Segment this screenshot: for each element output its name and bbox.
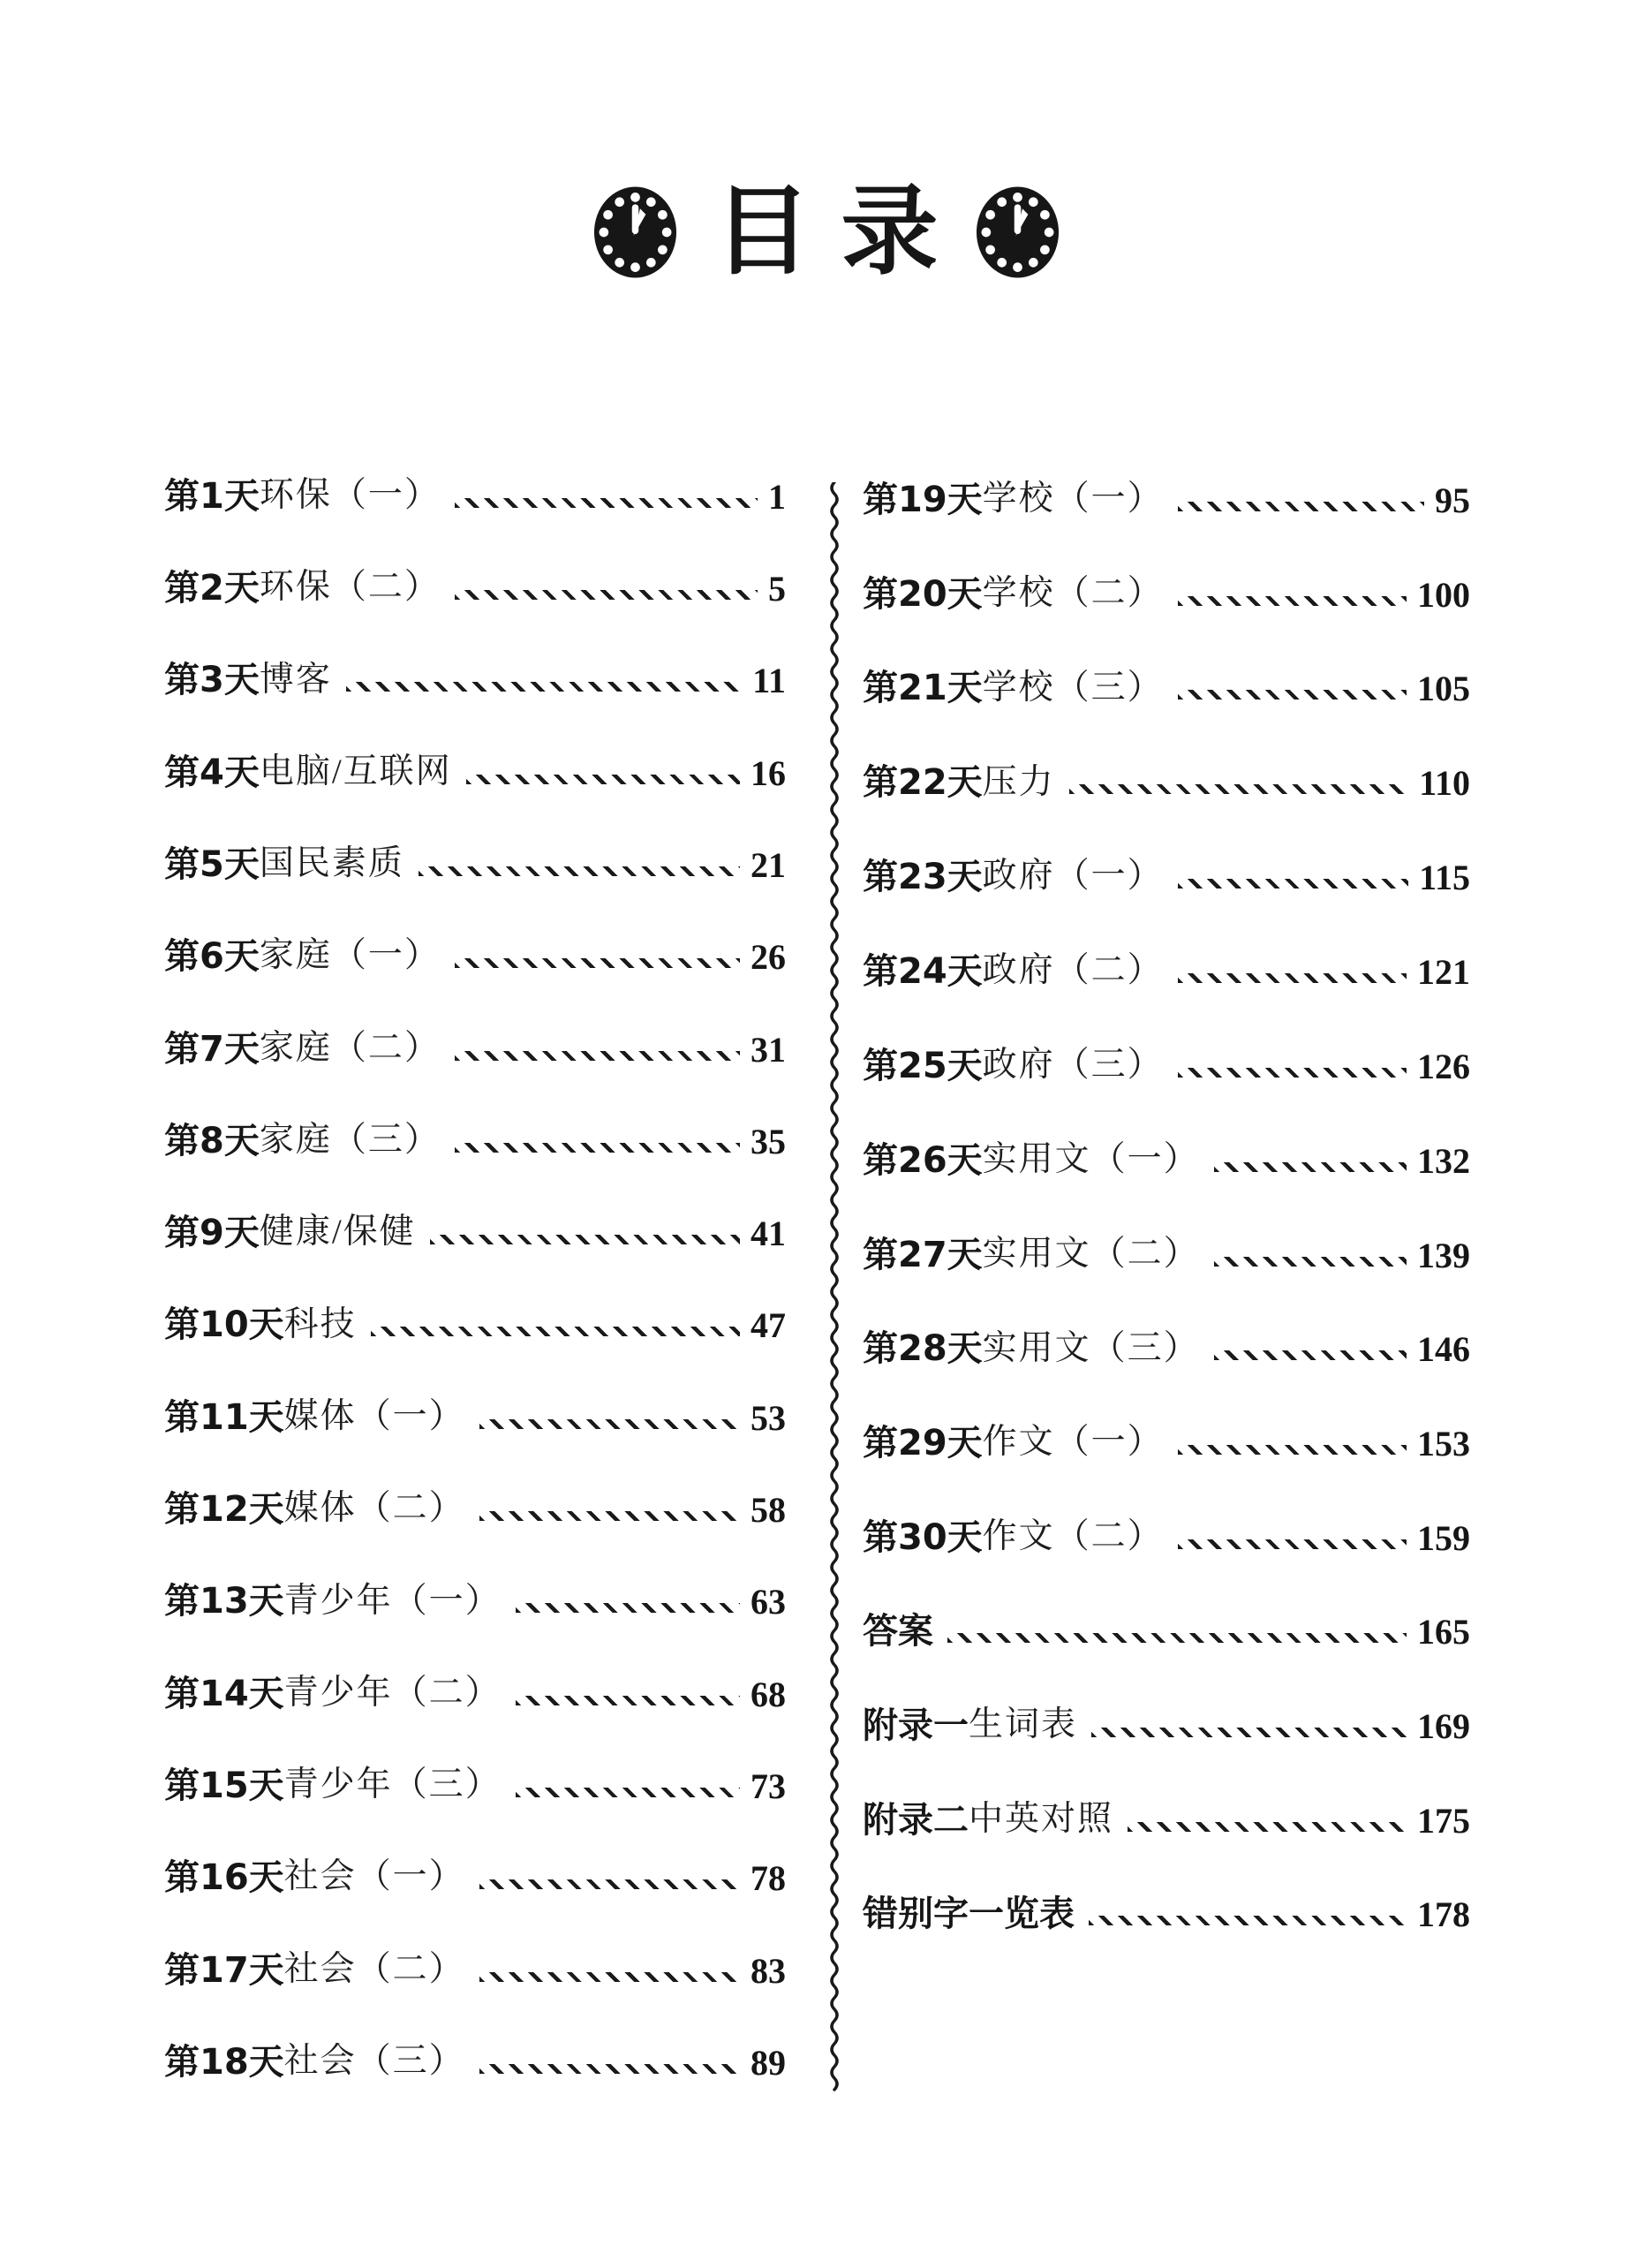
toc-entry-topic: 家庭（三） [259, 1121, 441, 1160]
toc-entry-day-label: 第21天 [863, 668, 983, 709]
dot-leader [1214, 1350, 1407, 1360]
dot-leader [1069, 784, 1409, 794]
toc-entry [863, 1705, 1470, 1746]
toc-entry [164, 1949, 786, 1991]
toc-entry [164, 1396, 786, 1438]
toc-entry [164, 1028, 786, 1070]
toc-entry-day-label: 第4天 [164, 752, 260, 793]
toc-entry-page-number: 110 [1419, 763, 1470, 804]
toc-entry-page-number: 78 [751, 1858, 786, 1899]
toc-entry-day-label: 第15天 [164, 1765, 284, 1806]
toc-entry-topic: 博客 [259, 660, 332, 699]
toc-entry-day-label: 第26天 [863, 1139, 983, 1181]
toc-entry-topic: 学校（三） [982, 668, 1164, 707]
toc-entry-day-label: 第29天 [863, 1423, 983, 1464]
toc-entry-day-label: 第30天 [863, 1517, 983, 1559]
toc-entry-day-label: 第1天 [164, 475, 260, 517]
toc-entry-topic: 青少年（二） [283, 1673, 502, 1712]
toc-entry-page-number: 132 [1417, 1140, 1470, 1181]
dot-leader [516, 1788, 740, 1797]
toc-entry-topic: 作文（二） [982, 1517, 1164, 1556]
toc-entry [164, 1673, 786, 1714]
toc-entry-day-label: 第7天 [164, 1028, 260, 1070]
toc-entry-topic: 青少年（三） [283, 1766, 502, 1804]
toc-entry [863, 1234, 1470, 1275]
dot-leader [1178, 879, 1409, 889]
dot-leader [346, 682, 742, 692]
toc-right-column [863, 479, 1470, 1934]
dot-leader [455, 1143, 740, 1153]
toc-entry-page-number: 5 [768, 569, 786, 609]
toc-entry [164, 660, 786, 701]
clock-icon [592, 185, 679, 280]
toc-entry [164, 475, 786, 517]
toc-entry [863, 1516, 1470, 1558]
toc-entry [863, 856, 1470, 897]
toc-entry-topic: 压力 [982, 762, 1055, 801]
toc-entry [164, 567, 786, 609]
toc-entry-topic: 政府（三） [982, 1046, 1164, 1085]
toc-entry-day-label: 第11天 [164, 1396, 284, 1438]
toc-entry-topic: 生词表 [969, 1705, 1078, 1744]
toc-entry [164, 1120, 786, 1161]
toc-entry-day-label: 第14天 [164, 1673, 284, 1714]
wavy-divider [828, 482, 841, 2091]
toc-entry [164, 1765, 786, 1806]
toc-entry-page-number: 83 [751, 1950, 786, 1991]
toc-entry-day-label: 第27天 [863, 1234, 983, 1275]
dot-leader [455, 498, 758, 508]
dot-leader [479, 1511, 740, 1521]
toc-entry-topic: 环保（一） [259, 476, 441, 514]
dot-leader [430, 1235, 740, 1244]
toc-entry-topic: 媒体（二） [283, 1489, 465, 1528]
clock-icon [974, 185, 1061, 280]
toc-entry-page-number: 126 [1417, 1046, 1470, 1086]
toc-entry-day-label: 附录一 [863, 1705, 969, 1746]
toc-entry-day-label: 答案 [863, 1611, 933, 1652]
toc-entry-page-number: 35 [751, 1121, 786, 1161]
toc-entry-day-label: 第2天 [164, 568, 260, 609]
dot-leader [1178, 1068, 1407, 1078]
toc-entry-page-number: 26 [751, 937, 786, 978]
toc-entry-page-number: 95 [1435, 480, 1470, 520]
dot-leader [1089, 1916, 1407, 1925]
dot-leader [1128, 1822, 1407, 1832]
toc-entry-page-number: 165 [1417, 1612, 1470, 1652]
toc-entry-page-number: 58 [751, 1490, 786, 1531]
dot-leader [371, 1327, 740, 1336]
toc-entry [164, 1304, 786, 1346]
toc-entry-topic: 青少年（一） [283, 1581, 502, 1620]
toc-entry-page-number: 100 [1417, 574, 1470, 615]
dot-leader [1178, 1445, 1407, 1455]
toc-entry-day-label: 附录二 [863, 1799, 969, 1841]
toc-entry-day-label: 第23天 [863, 857, 983, 898]
toc-entry-topic: 健康/保健 [259, 1213, 416, 1251]
dot-leader [1091, 1728, 1407, 1737]
toc-entry [863, 762, 1470, 804]
toc-entry-page-number: 63 [751, 1582, 786, 1622]
dot-leader [479, 1972, 740, 1982]
toc-entry-day-label: 第9天 [164, 1213, 260, 1254]
toc-entry-page-number: 47 [751, 1305, 786, 1346]
toc-entry-day-label: 第22天 [863, 762, 983, 804]
toc-entry-page-number: 31 [751, 1029, 786, 1070]
toc-entry-page-number: 153 [1417, 1424, 1470, 1464]
toc-entry [863, 1045, 1470, 1086]
toc-entry-page-number: 11 [752, 661, 786, 701]
toc-entry-day-label: 第6天 [164, 936, 260, 978]
toc-entry-topic: 科技 [283, 1304, 357, 1343]
dot-leader [479, 2064, 740, 2074]
toc-entry-topic: 媒体（一） [283, 1396, 465, 1435]
toc-entry-page-number: 53 [751, 1397, 786, 1438]
toc-entry-page-number: 21 [751, 844, 786, 885]
toc-entry [863, 668, 1470, 709]
toc-entry-topic: 环保（二） [259, 568, 441, 607]
toc-entry-page-number: 73 [751, 1766, 786, 1806]
toc-entry-topic: 实用文（三） [982, 1328, 1200, 1367]
toc-entry-page-number: 105 [1417, 669, 1470, 709]
dot-leader [455, 958, 740, 968]
toc-left-column [164, 475, 786, 2083]
dot-leader [1178, 690, 1407, 699]
toc-entry-topic: 学校（一） [982, 480, 1164, 518]
toc-entry-page-number: 159 [1417, 1518, 1470, 1559]
dot-leader [479, 1879, 740, 1889]
toc-entry-page-number: 175 [1417, 1800, 1470, 1841]
toc-entry-day-label: 错别字一览表 [863, 1893, 1075, 1934]
toc-entry [863, 950, 1470, 992]
toc-entry-topic: 中英对照 [969, 1800, 1114, 1839]
toc-entry [164, 1856, 786, 1898]
toc-header [0, 178, 1652, 286]
toc-entry-topic: 社会（三） [283, 2042, 465, 2081]
dot-leader [1214, 1257, 1407, 1267]
dot-leader [1178, 596, 1407, 606]
toc-entry-topic: 国民素质 [259, 844, 404, 883]
toc-entry-topic: 学校（二） [982, 573, 1164, 612]
toc-entry [863, 573, 1470, 615]
dot-leader [455, 590, 758, 600]
toc-entry-topic: 社会（二） [283, 1949, 465, 1988]
dot-leader [419, 866, 740, 876]
toc-entry [863, 1894, 1470, 1934]
toc-entry-day-label: 第28天 [863, 1328, 983, 1370]
toc-entry-day-label: 第8天 [164, 1120, 260, 1161]
toc-entry-day-label: 第18天 [164, 2041, 284, 2083]
toc-entry [164, 935, 786, 977]
toc-entry [863, 1328, 1470, 1370]
toc-entry-day-label: 第17天 [164, 1949, 284, 1991]
toc-entry [863, 1799, 1470, 1841]
dot-leader [455, 1051, 740, 1061]
toc-entry-topic: 电脑/互联网 [259, 752, 452, 790]
toc-entry [164, 2041, 786, 2083]
toc-entry [863, 1422, 1470, 1463]
page-title: 目录 [713, 178, 969, 286]
toc-entry-topic: 实用文（二） [982, 1234, 1200, 1273]
toc-entry-day-label: 第25天 [863, 1045, 983, 1086]
dot-leader [1214, 1162, 1407, 1172]
toc-entry-topic: 政府（二） [982, 951, 1164, 990]
dot-leader [466, 775, 740, 784]
toc-entry-day-label: 第12天 [164, 1489, 284, 1531]
toc-entry-page-number: 139 [1417, 1235, 1470, 1275]
toc-entry-day-label: 第24天 [863, 951, 983, 993]
toc-entry-page-number: 16 [751, 752, 786, 793]
dot-leader [516, 1696, 740, 1705]
toc-entry [863, 479, 1470, 520]
toc-entry-page-number: 178 [1417, 1894, 1470, 1934]
toc-entry-day-label: 第3天 [164, 660, 260, 701]
toc-entry-day-label: 第13天 [164, 1581, 284, 1622]
toc-entry-day-label: 第5天 [164, 843, 260, 885]
toc-entry-topic: 家庭（一） [259, 936, 441, 975]
toc-entry [164, 1581, 786, 1622]
dot-leader [1178, 1539, 1407, 1549]
toc-entry-topic: 政府（一） [982, 857, 1164, 896]
toc-entry-day-label: 第20天 [863, 573, 983, 615]
toc-entry [164, 1212, 786, 1253]
toc-entry-day-label: 第19天 [863, 479, 983, 520]
toc-entry [863, 1139, 1470, 1181]
toc-entry-page-number: 169 [1417, 1705, 1470, 1746]
toc-entry-page-number: 68 [751, 1674, 786, 1714]
toc-entry-page-number: 146 [1417, 1329, 1470, 1370]
toc-entry-page-number: 89 [751, 2042, 786, 2083]
toc-entry-topic: 社会（一） [283, 1857, 465, 1896]
dot-leader [1178, 973, 1407, 983]
toc-entry [164, 843, 786, 885]
dot-leader [479, 1419, 740, 1429]
dot-leader [516, 1603, 740, 1613]
toc-entry [863, 1611, 1470, 1652]
dot-leader [1178, 502, 1424, 511]
toc-entry-day-label: 第16天 [164, 1857, 284, 1899]
dot-leader [947, 1633, 1407, 1643]
toc-entry-page-number: 1 [768, 476, 786, 517]
toc-entry-topic: 作文（一） [982, 1423, 1164, 1462]
toc-entry-page-number: 121 [1417, 952, 1470, 993]
toc-entry [164, 1488, 786, 1530]
toc-entry-page-number: 41 [751, 1214, 786, 1254]
toc-entry-page-number: 115 [1419, 858, 1470, 898]
toc-entry-topic: 实用文（一） [982, 1139, 1200, 1178]
toc-entry-topic: 家庭（二） [259, 1028, 441, 1067]
toc-entry [164, 752, 786, 793]
toc-entry-day-label: 第10天 [164, 1304, 284, 1346]
